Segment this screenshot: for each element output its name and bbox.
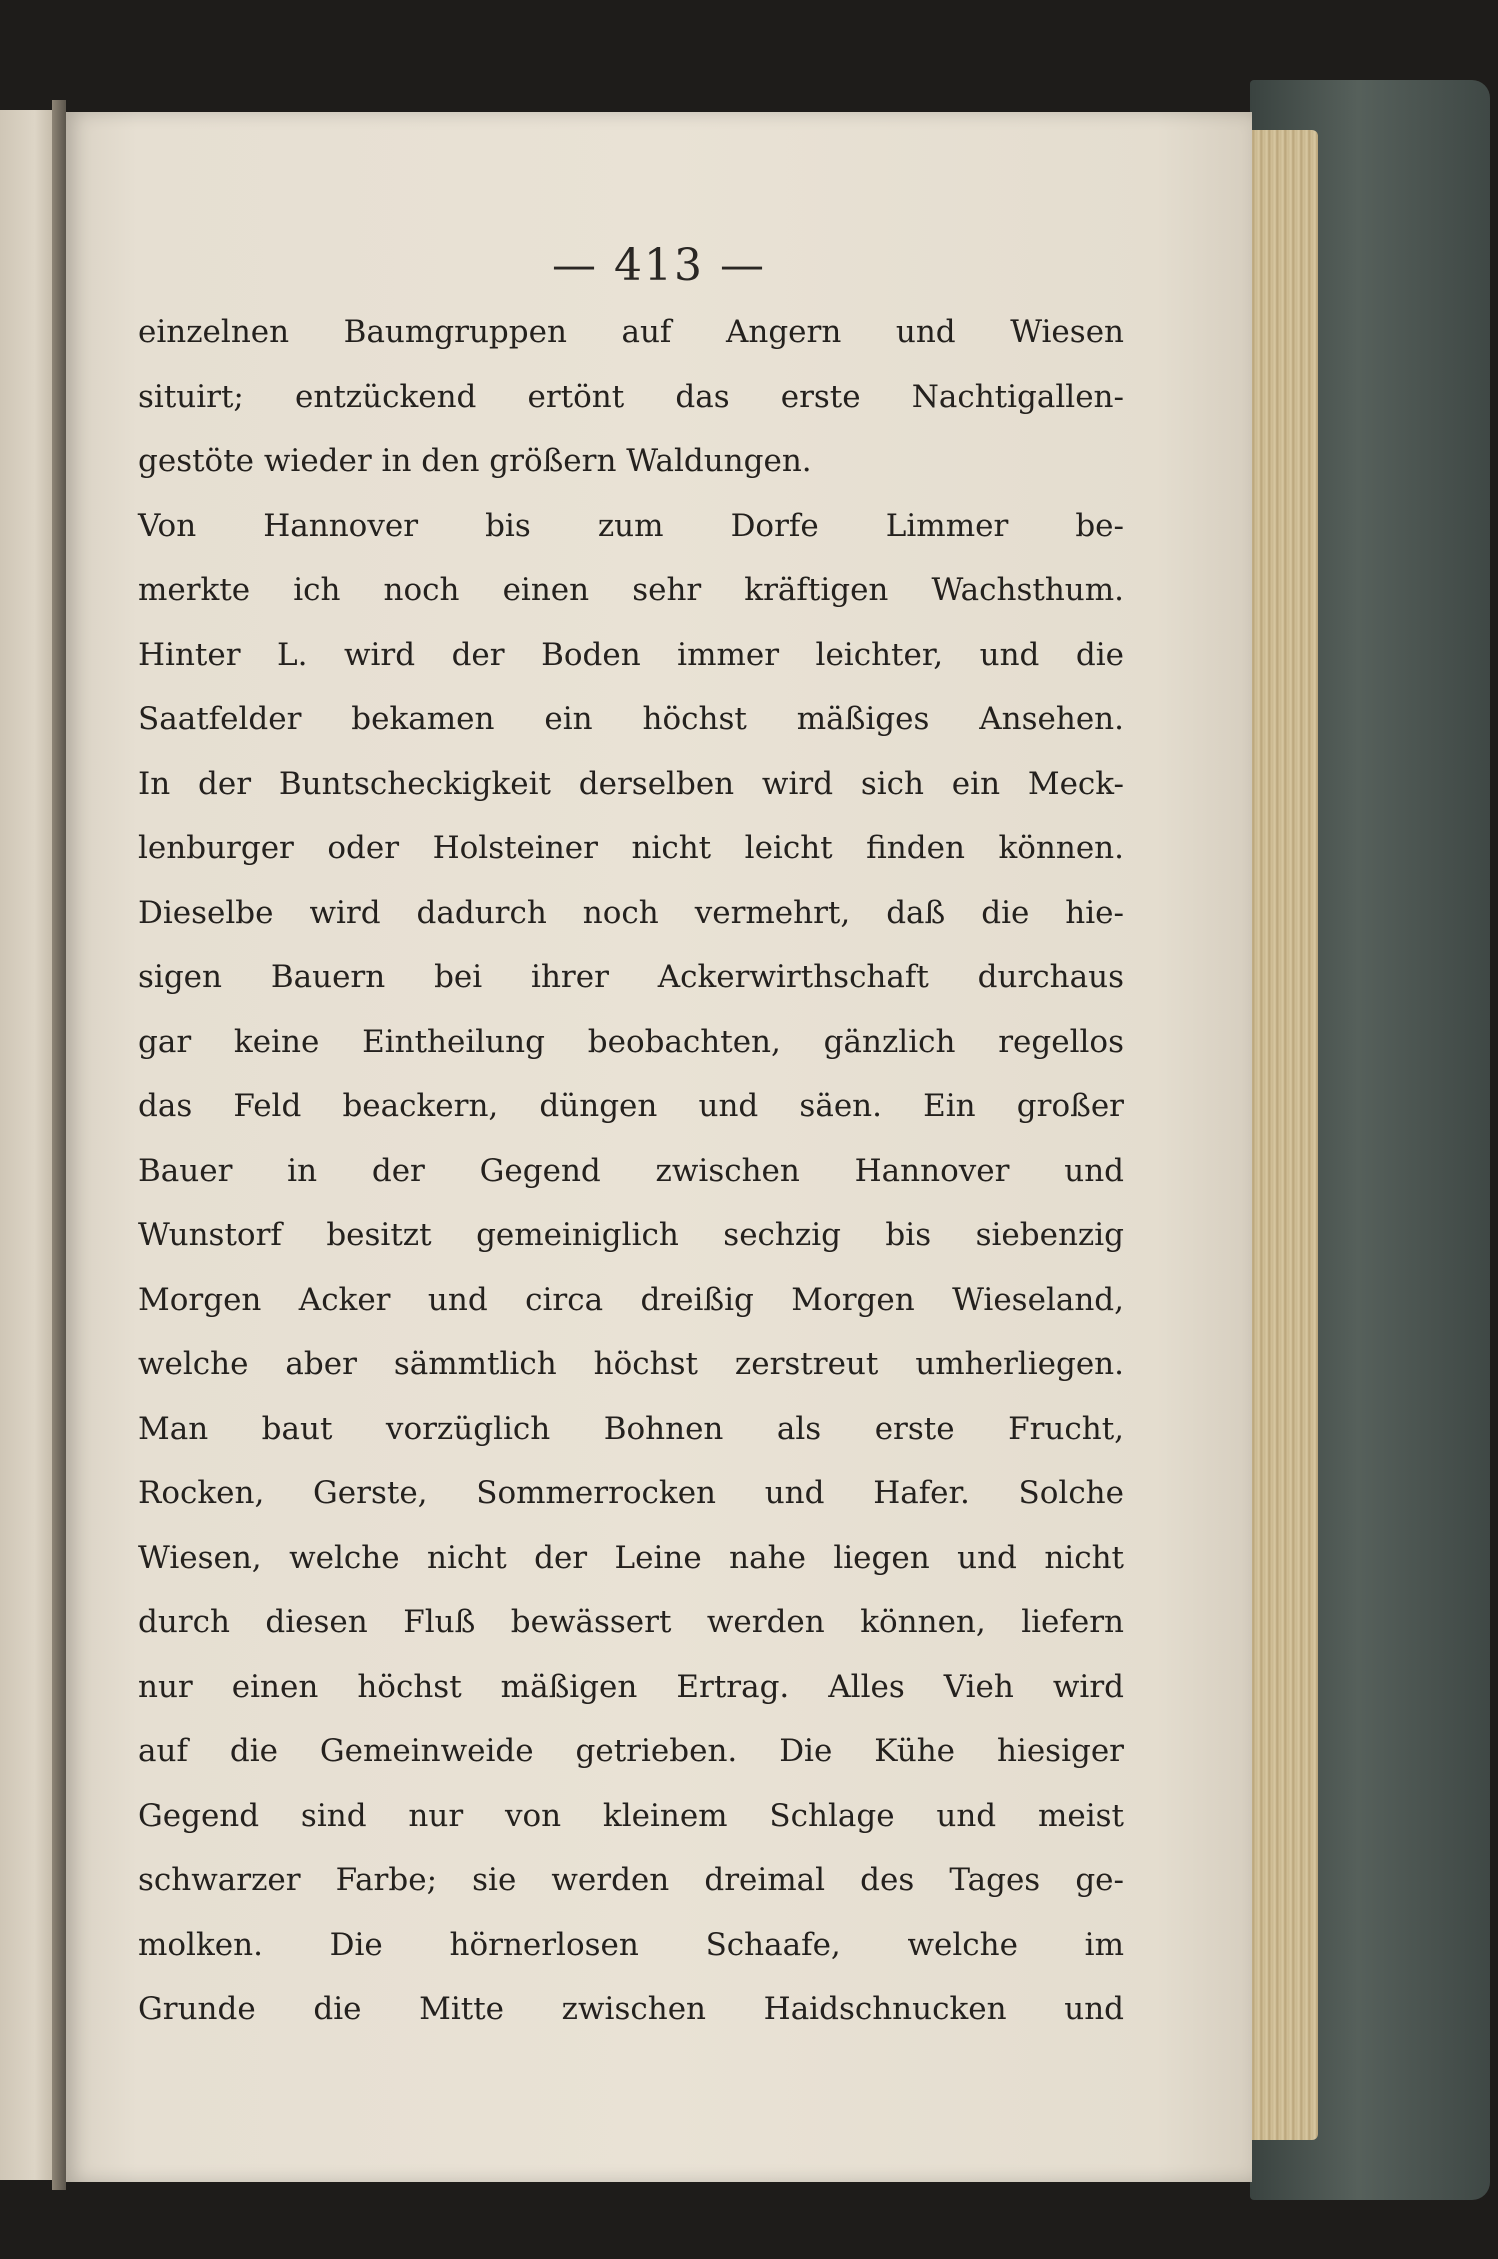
text-line: sigen Bauern bei ihrer Ackerwirthschaft durchaus xyxy=(138,959,1124,995)
text-line: merkte ich noch einen sehr kräftigen Wachsthum. xyxy=(138,572,1124,608)
book-page xyxy=(66,112,1252,2182)
text-line: das Feld beackern, düngen und säen. Ein großer xyxy=(138,1088,1124,1124)
text-line: gestöte wieder in den größern Waldungen. xyxy=(138,443,812,479)
text-line: Dieselbe wird dadurch noch vermehrt, daß die hie- xyxy=(138,894,1124,931)
text-line: In der Buntscheckigkeit derselben wird sich ein Meck- xyxy=(138,765,1124,802)
text-line: situirt; entzückend ertönt das erste Nachtigallen- xyxy=(138,378,1124,415)
book-gutter xyxy=(52,100,66,2190)
text-line: welche aber sämmtlich höchst zerstreut umherliegen. xyxy=(138,1346,1124,1382)
text-line: Gegend sind nur von kleinem Schlage und meist xyxy=(138,1797,1124,1834)
text-line: Rocken, Gerste, Sommerrocken und Hafer. Solche xyxy=(138,1475,1124,1511)
body-text xyxy=(138,300,1124,2042)
text-line: Man baut vorzüglich Bohnen als erste Frucht, xyxy=(138,1410,1124,1447)
previous-page-edge xyxy=(0,110,58,2180)
text-line: lenburger oder Holsteiner nicht leicht finden können. xyxy=(138,830,1124,866)
text-line: schwarzer Farbe; sie werden dreimal des Tages ge- xyxy=(138,1862,1124,1898)
text-line: gar keine Eintheilung beobachten, gänzlich regellos xyxy=(138,1023,1124,1060)
text-line: Wunstorf besitzt gemeiniglich sechzig bis siebenzig xyxy=(138,1217,1124,1253)
text-line: Von Hannover bis zum Dorfe Limmer be- xyxy=(138,507,1124,544)
text-line: Morgen Acker und circa dreißig Morgen Wieseland, xyxy=(138,1281,1124,1318)
text-line: Saatfelder bekamen ein höchst mäßiges Ansehen. xyxy=(138,701,1124,737)
text-line: nur einen höchst mäßigen Ertrag. Alles Vieh wird xyxy=(138,1668,1124,1705)
text-line: molken. Die hörnerlosen Schaafe, welche im xyxy=(138,1926,1124,1963)
text-line: Grunde die Mitte zwischen Haidschnucken und xyxy=(138,1991,1124,2027)
page-number-header: — 413 — xyxy=(552,240,766,291)
page-edges xyxy=(1248,130,1318,2140)
text-line: Hinter L. wird der Boden immer leichter, und die xyxy=(138,636,1124,673)
text-line: Wiesen, welche nicht der Leine nahe liegen und nicht xyxy=(138,1539,1124,1576)
text-line: einzelnen Baumgruppen auf Angern und Wiesen xyxy=(138,314,1124,350)
text-line: durch diesen Fluß bewässert werden können, liefern xyxy=(138,1604,1124,1640)
text-line: auf die Gemeinweide getrieben. Die Kühe hiesiger xyxy=(138,1733,1124,1769)
text-line: Bauer in der Gegend zwischen Hannover und xyxy=(138,1152,1124,1189)
